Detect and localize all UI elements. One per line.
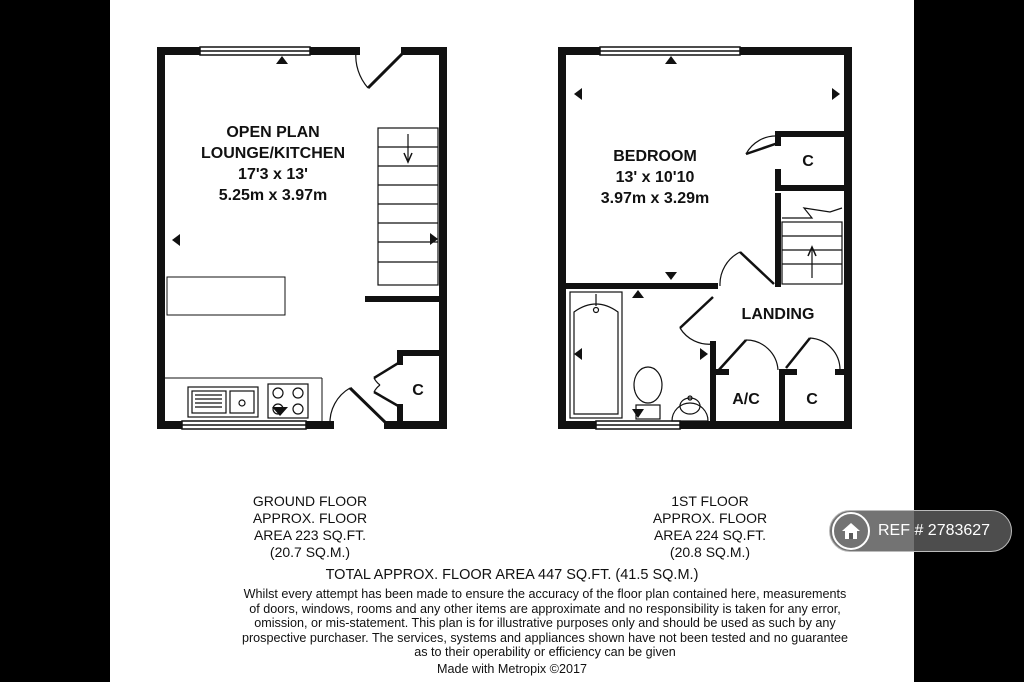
ground-room-label — [201, 124, 345, 204]
bedroom-name: BEDROOM — [613, 148, 697, 165]
total-floor-area: TOTAL APPROX. FLOOR AREA 447 SQ.FT. (41.5 SQ.M.) — [325, 567, 699, 583]
caption-line: AREA 224 SQ.FT. — [653, 527, 767, 543]
first-floor-arrows — [574, 56, 840, 418]
reference-number: REF # 2783627 — [878, 522, 991, 539]
first-bottom-window — [596, 421, 680, 429]
airing-cupboard-label: A/C — [732, 391, 760, 408]
ground-staircase — [378, 128, 438, 285]
first-floor-walls — [562, 51, 848, 425]
caption-line: AREA 223 SQ.FT. — [253, 527, 367, 543]
disclaimer-line: Whilst every attempt has been made to ensure the accuracy of the floor plan contained here, measurements — [243, 587, 847, 601]
disclaimer — [205, 587, 885, 660]
first-top-window — [600, 47, 740, 55]
ground-floor-plan — [161, 47, 443, 429]
ground-bottom-window — [182, 421, 306, 429]
landing-label: LANDING — [741, 306, 815, 323]
caption-line: APPROX. FLOOR — [652, 510, 768, 526]
kitchen-hob — [268, 384, 308, 418]
metropix-credit: Made with Metropix ©2017 — [437, 662, 587, 676]
ground-top-window — [200, 47, 310, 55]
first-top-cupboard-label: C — [802, 153, 814, 170]
bedroom-label — [601, 148, 710, 207]
first-floor-doors — [680, 136, 840, 372]
ground-room-size-metric: 5.25m x 3.97m — [218, 187, 328, 204]
caption-line: (20.7 SQ.M.) — [269, 544, 351, 560]
ground-front-door — [330, 388, 388, 425]
home-icon — [832, 512, 870, 550]
disclaimer-line: omission, or mis-statement. This plan is for illustrative purposes only and should be used as such by any — [254, 616, 836, 630]
kitchen-island — [167, 277, 285, 315]
disclaimer-line: prospective purchaser. The services, systems and appliances shown have not been tested and no guarantee — [241, 630, 849, 645]
basin — [672, 396, 708, 421]
ground-floor-walls — [161, 51, 443, 425]
ground-cupboard-door — [374, 362, 400, 407]
ground-room-size-imperial: 17'3 x 13' — [238, 166, 308, 183]
first-staircase — [782, 208, 842, 284]
floor-plan-sheet — [110, 0, 914, 682]
reference-badge[interactable] — [829, 510, 1012, 552]
bedroom-size-metric: 3.97m x 3.29m — [600, 190, 710, 207]
ground-room-name-line1: OPEN PLAN — [226, 124, 320, 141]
first-floor-plan — [562, 47, 848, 429]
caption-line: 1ST FLOOR — [671, 493, 749, 509]
ground-top-door — [356, 51, 405, 88]
caption-line: (20.8 SQ.M.) — [669, 544, 751, 560]
disclaimer-line: as to their operability or efficiency can be given — [414, 645, 676, 659]
disclaimer-line: of doors, windows, rooms and any other items are approximate and no responsibility is taken for any error, — [249, 601, 841, 616]
kitchen-sink — [188, 387, 258, 417]
ground-room-name-line2: LOUNGE/KITCHEN — [201, 145, 345, 162]
first-bottom-cupboard-label: C — [806, 391, 818, 408]
ground-floor-caption — [230, 493, 390, 561]
caption-line: APPROX. FLOOR — [252, 510, 368, 526]
first-floor-caption — [630, 493, 790, 561]
ground-cupboard-label: C — [412, 382, 424, 399]
bedroom-size-imperial: 13' x 10'10 — [615, 169, 695, 186]
caption-line: GROUND FLOOR — [252, 493, 368, 509]
